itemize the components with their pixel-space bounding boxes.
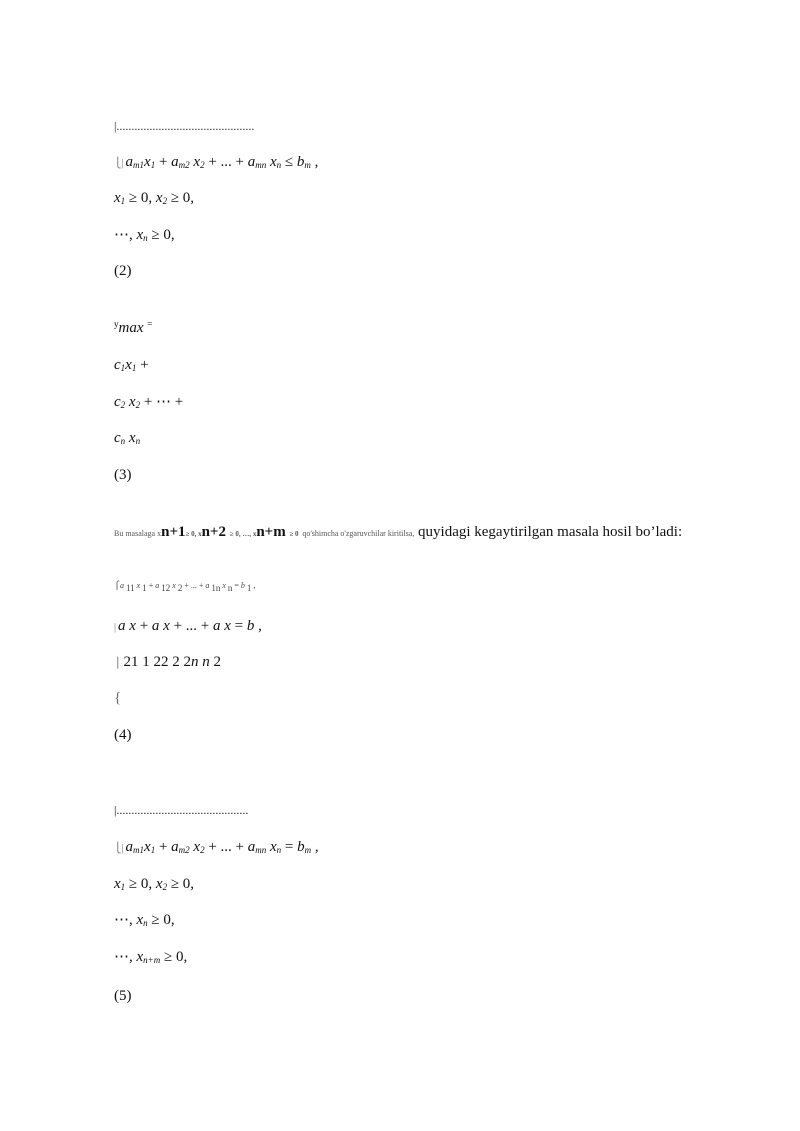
constraint-row-m-ineq: ⎩| $a_{m1}x_1 + a_{m2}$ $x_2$ + ... + $a_{mn}$ $x_n \le b_m$ , xyxy=(114,154,319,170)
system4-row-1: ⎧a 11 x 1 + a 12 x 2 + ... + a 1n x n = b 1 , xyxy=(114,581,256,593)
objective-term-2: $c_2$ $x_2$ + ⋯ + xyxy=(114,394,184,410)
nonnegativity-2c: ⋯, $x_{n+m} \ge 0$, xyxy=(114,949,188,965)
system4-brace: { xyxy=(114,690,122,706)
nonnegativity-1: $x_1 \ge 0$, $x_2 \ge 0$, xyxy=(114,190,195,206)
paragraph-lead: Bu masalaga x xyxy=(114,529,162,538)
equation-number-4: (4) xyxy=(114,727,132,743)
constraint-row-m-eq: ⎩| $a_{m1}x_1 + a_{m2}$ $x_2$ + ... + $a_{mn}$ $x_n = b_m$ , xyxy=(114,839,319,855)
intro-paragraph: Bu masalaga xn+1≥ 0, xn+2 ≥ 0, …, xn+m ≥ 0 qo'shimcha o'zgaruvchilar kiritilsa, quyidagi kegaytirilgan masala hosil bo’ladi: xyxy=(114,524,683,540)
objective-term-1: $c_1x_1$ + xyxy=(114,357,149,373)
system4-row-2-subscripts: ⎪ 21 1 22 2 2n n 2 xyxy=(114,654,221,670)
nonnegativity-2b: ⋯, $x_n \ge 0$, xyxy=(114,912,175,928)
equation-number-2: (2) xyxy=(114,263,132,279)
equation-number-5: (5) xyxy=(114,988,132,1004)
paragraph-main: quyidagi kegaytirilgan masala hosil bo’ladi: xyxy=(418,524,683,540)
equation-number-3: (3) xyxy=(114,467,132,483)
paragraph-tail: qo'shimcha o'zgaruvchilar kiritilsa, xyxy=(302,529,415,538)
objective-ymax: $^y$max = xyxy=(114,319,153,336)
nonnegativity-2: $x_1 \ge 0$, $x_2 \ge 0$, xyxy=(114,876,195,892)
ellipsis-row-2: |............................................ xyxy=(114,803,249,817)
ellipsis-row-1: |.............................................. xyxy=(114,119,255,133)
nonnegativity-1b: ⋯, $x_n \ge 0$, xyxy=(114,227,175,243)
var-n1: n+1 xyxy=(161,524,186,540)
objective-term-n: $c_n$ $x_n$ xyxy=(114,430,141,446)
system4-row-2: | a x + a x + ... + a x = b , xyxy=(114,618,262,634)
